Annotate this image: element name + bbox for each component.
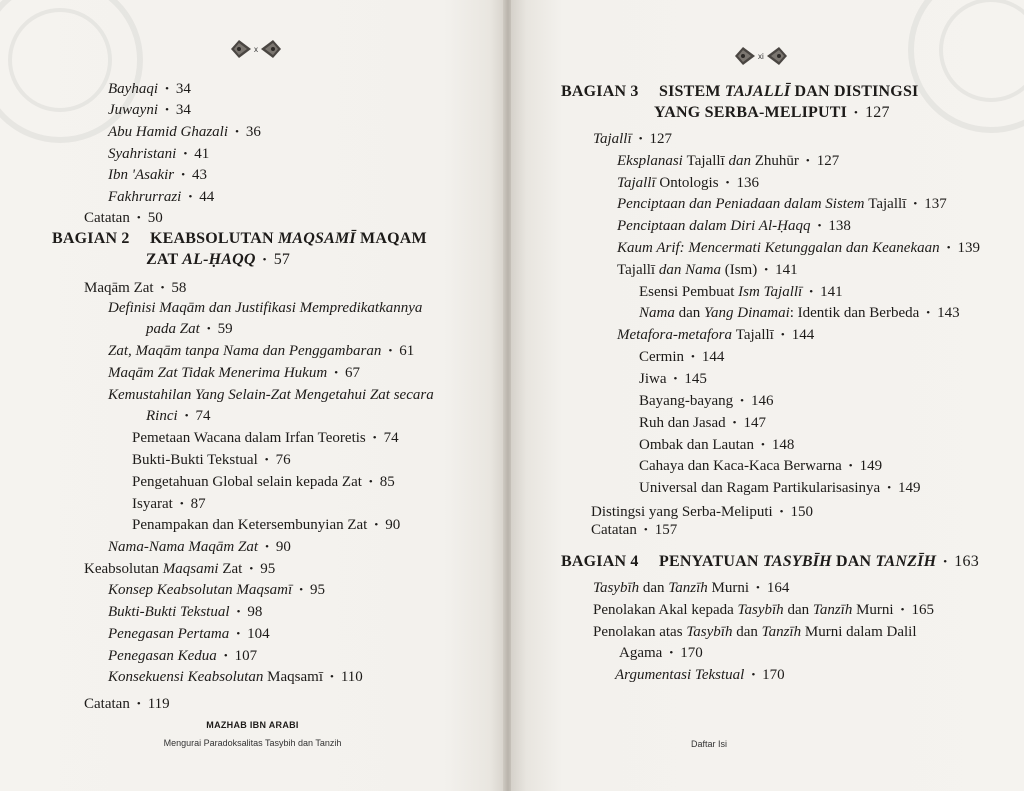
page-number-ornament — [229, 38, 283, 60]
toc-catatan: Catatan • 119 — [84, 696, 170, 712]
toc-entry: Argumentasi Tekstual • 170 — [615, 667, 785, 683]
toc-subentry: Penampakan dan Ketersembunyian Zat • 90 — [132, 517, 401, 533]
toc-entry: Penciptaan dan Peniadaan dalam Sistem Tajallī • 137 — [617, 196, 947, 212]
toc-entry: Agama • 170 — [619, 645, 703, 661]
toc-entry: Tajallī dan Nama (Ism) • 141 — [617, 262, 798, 278]
part-heading: BAGIAN 4 PENYATUAN TASYBĪH DAN TANZĪH • 163 — [561, 553, 979, 570]
toc-entry: Keabsolutan Maqsami Zat • 95 — [84, 561, 276, 577]
toc-entry: Penolakan Akal kepada Tasybīh dan Tanzīh Murni • 165 — [593, 602, 934, 618]
toc-entry: Zat, Maqām tanpa Nama dan Penggambaran • 61 — [108, 343, 415, 359]
toc-entry: Fakhrurrazi • 44 — [108, 189, 215, 205]
page-number-ornament — [733, 45, 789, 67]
toc-entry: Metafora-metafora Tajallī • 144 — [617, 327, 815, 343]
toc-entry: Juwayni • 34 — [108, 102, 191, 118]
page-number: x — [254, 44, 258, 54]
toc-subentry: Esensi Pembuat Ism Tajallī • 141 — [639, 284, 843, 300]
toc-catatan: Catatan • 50 — [84, 210, 163, 226]
toc-subentry: Pengetahuan Global selain kepada Zat • 85 — [132, 474, 395, 490]
toc-entry: Penolakan atas Tasybīh dan Tanzīh Murni dalam Dalil — [593, 624, 917, 640]
toc-entry: Konsep Keabsolutan Maqsamī • 95 — [108, 582, 326, 598]
toc-entry: Maqām Zat • 58 — [84, 280, 187, 296]
running-footer: Daftar Isi — [691, 739, 728, 749]
left-page — [0, 0, 505, 791]
toc-subentry: Cahaya dan Kaca-Kaca Berwarna • 149 — [639, 458, 883, 474]
toc-subentry: Ombak dan Lautan • 148 — [639, 437, 795, 453]
toc-subentry: Universal dan Ragam Partikularisasinya • 149 — [639, 480, 921, 496]
toc-entry: Abu Hamid Ghazali • 36 — [108, 124, 261, 140]
ornament-left-icon — [229, 38, 251, 60]
toc-subentry: Nama dan Yang Dinamai: Identik dan Berbeda • 143 — [639, 305, 960, 321]
toc-entry: Penciptaan dalam Diri Al-Ḥaqq • 138 — [617, 218, 851, 234]
toc-entry: Eksplanasi Tajallī dan Zhuhūr • 127 — [617, 153, 840, 169]
toc-entry: Rinci • 74 — [146, 408, 211, 424]
right-page — [511, 0, 1024, 791]
part-title: SISTEM TAJALLĪ DAN DISTINGSI — [659, 83, 919, 100]
toc-entry: Distingsi yang Serba-Meliputi • 150 — [591, 504, 814, 520]
ornament-right-icon — [767, 45, 789, 67]
part-title: PENYATUAN TASYBĪH DAN TANZĪH — [659, 553, 937, 570]
toc-entry: Maqām Zat Tidak Menerima Hukum • 67 — [108, 365, 361, 381]
part-title: KEABSOLUTAN MAQSAMĪ MAQAM — [150, 230, 427, 247]
toc-entry: Tajallī Ontologis • 136 — [617, 175, 759, 191]
ornament-left-icon — [733, 45, 755, 67]
running-footer-subtitle: Mengurai Paradoksalitas Tasybih dan Tanzih — [163, 738, 342, 748]
toc-subentry: Cermin • 144 — [639, 349, 725, 365]
toc-entry: Kaum Arif: Mencermati Ketunggalan dan Keanekaan • 139 — [617, 240, 980, 256]
part-label: BAGIAN 4 — [561, 553, 639, 570]
toc-entry: Tajallī • 127 — [593, 131, 672, 147]
toc-subentry: Isyarat • 87 — [132, 496, 206, 512]
part-heading-line2: YANG SERBA-MELIPUTI • 127 — [654, 104, 890, 121]
toc-entry: Syahristani • 41 — [108, 146, 210, 162]
toc-subentry: Bayang-bayang • 146 — [639, 393, 774, 409]
part-heading — [561, 82, 918, 102]
toc-subentry: Bukti-Bukti Tekstual • 76 — [132, 452, 291, 468]
toc-entry: Penegasan Kedua • 107 — [108, 648, 258, 664]
toc-entry: Konsekuensi Keabsolutan Maqsamī • 110 — [108, 669, 363, 685]
watermark-ornament-icon — [891, 0, 1024, 150]
toc-subentry: Pemetaan Wacana dalam Irfan Teoretis • 74 — [132, 430, 399, 446]
part-label: BAGIAN 3 — [561, 83, 639, 100]
toc-entry: pada Zat • 59 — [146, 321, 233, 337]
ornament-right-icon — [261, 38, 283, 60]
page-number: xi — [758, 51, 764, 61]
toc-subentry: Ruh dan Jasad • 147 — [639, 415, 767, 431]
part-label: BAGIAN 2 — [52, 230, 130, 247]
toc-entry: Tasybīh dan Tanzīh Murni • 164 — [593, 580, 790, 596]
toc-subentry: Jiwa • 145 — [639, 371, 707, 387]
toc-entry: Ibn 'Asakir • 43 — [108, 167, 207, 183]
toc-entry: Nama-Nama Maqām Zat • 90 — [108, 539, 291, 555]
toc-entry: Bayhaqi • 34 — [108, 81, 191, 97]
running-footer-title: MAZHAB IBN ARABI — [206, 720, 299, 730]
toc-catatan: Catatan • 157 — [591, 522, 678, 538]
toc-entry: Bukti-Bukti Tekstual • 98 — [108, 604, 263, 620]
part-heading-line2: ZAT AL-ḤAQQ • 57 — [146, 251, 291, 268]
toc-entry: Penegasan Pertama • 104 — [108, 626, 270, 642]
toc-entry: Definisi Maqām dan Justifikasi Mempredikatkannya — [108, 300, 423, 316]
toc-entry: Kemustahilan Yang Selain-Zat Mengetahui Zat secara — [108, 387, 434, 403]
part-heading — [52, 229, 427, 249]
